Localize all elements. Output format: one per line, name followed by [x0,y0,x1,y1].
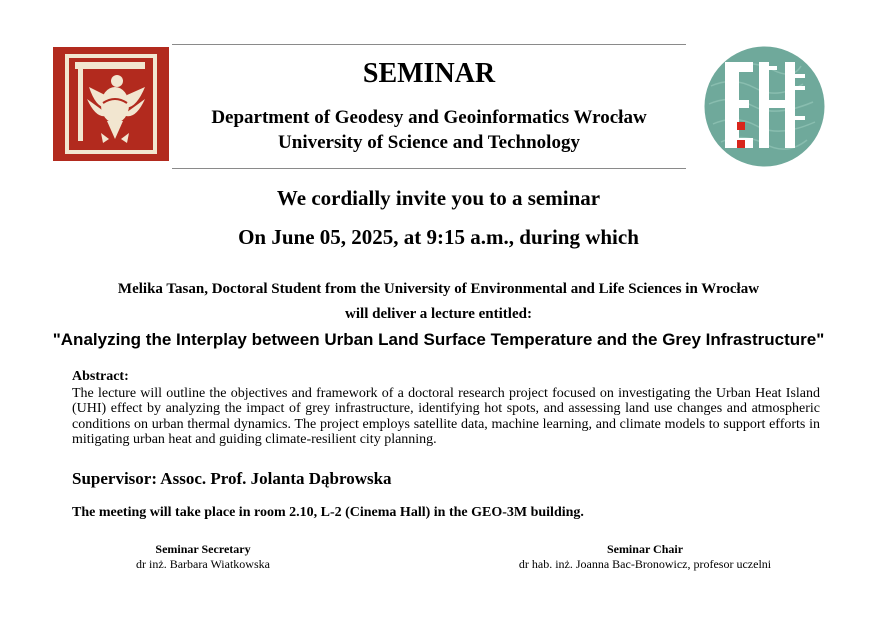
page-title: SEMINAR [362,58,496,89]
abstract-heading: Abstract: [72,369,129,384]
deliver-line: will deliver a lecture entitled: [345,306,532,322]
faculty-logo [703,46,826,167]
eagle-crest-icon [53,47,169,161]
secretary-name: dr inż. Barbara Wiatkowska [136,557,270,571]
top-divider [172,44,686,45]
invitation-date: On June 05, 2025, at 9:15 a.m., during which [238,225,639,249]
department-line-2: University of Science and Technology [278,132,580,153]
university-logo [53,47,169,161]
secretary-title: Seminar Secretary [155,542,251,556]
faculty-emblem-icon [703,46,826,167]
speaker-line: Melika Tasan, Doctoral Student from the University of Environmental and Life Sciences in Wrocław [117,281,760,297]
bottom-divider [172,168,686,169]
meeting-location: The meeting will take place in room 2.10, L-2 (Cinema Hall) in the GEO-3M building. [72,505,584,520]
chair-name: dr hab. inż. Joanna Bac-Bronowicz, profesor uczelni [518,557,772,571]
chair-title: Seminar Chair [606,542,684,556]
supervisor-line: Supervisor: Assoc. Prof. Jolanta Dąbrowska [72,469,392,488]
lecture-title: "Analyzing the Interplay between Urban Land Surface Temperature and the Grey Infrastructure" [52,330,825,349]
invitation-line-1: We cordially invite you to a seminar [276,186,601,210]
abstract-text: The lecture will outline the objectives and framework of a doctoral research project focused on investigating the Urban Heat Island (UHI) effect by analyzing the impact of grey infrastructure, identifying hot spots, and assessing land use changes and atmospheric conditions on urban thermal dynamics. The project employs satellite data, machine learning, and climate models to support efforts in mitigating urban heat and guiding climate-resilient city planning. [72,386,820,448]
department-line-1: Department of Geodesy and Geoinformatics Wrocław [211,107,647,128]
